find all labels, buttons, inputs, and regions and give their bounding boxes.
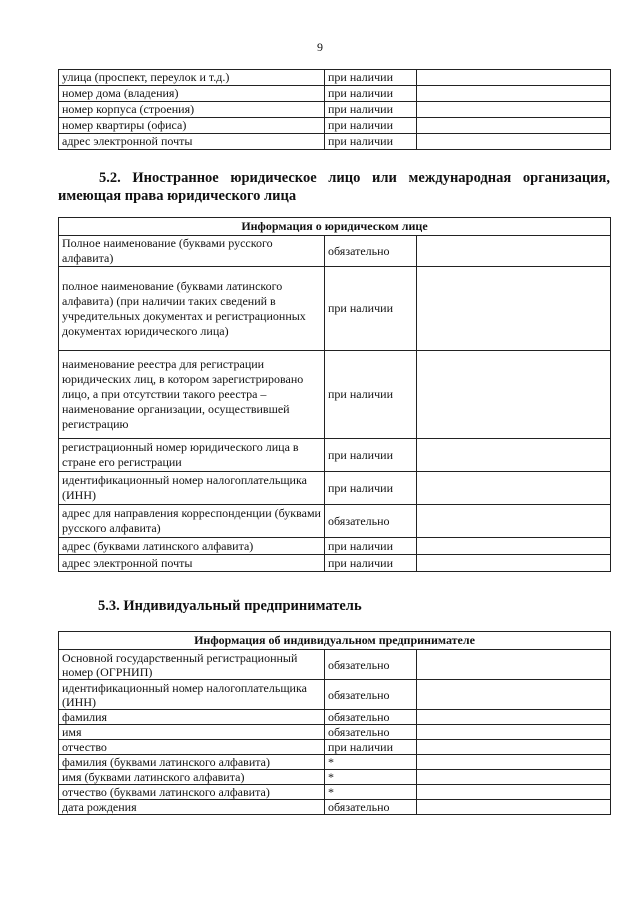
table-row: [59, 351, 611, 439]
value-cell[interactable]: [417, 650, 611, 680]
table-header: Информация о юридическом лице: [59, 218, 611, 236]
requirement-cell: обязательно: [325, 710, 417, 725]
table-row: [59, 439, 611, 472]
field-label: номер корпуса (строения): [59, 102, 325, 118]
requirement-cell: при наличии: [325, 740, 417, 755]
requirement-cell: при наличии: [325, 472, 417, 505]
value-cell[interactable]: [417, 538, 611, 555]
requirement-cell: обязательно: [325, 650, 417, 680]
value-cell[interactable]: [417, 725, 611, 740]
requirement-cell: обязательно: [325, 236, 417, 267]
field-label: улица (проспект, переулок и т.д.): [59, 70, 325, 86]
requirement-cell: при наличии: [325, 538, 417, 555]
table-row: [59, 800, 611, 815]
requirement-cell: при наличии: [325, 118, 417, 134]
table-row: [59, 785, 611, 800]
requirement-cell: при наличии: [325, 86, 417, 102]
table-row: [59, 740, 611, 755]
table-row: [59, 236, 611, 267]
value-cell[interactable]: [417, 267, 611, 351]
value-cell[interactable]: [417, 785, 611, 800]
field-label: имя (буквами латинского алфавита): [59, 770, 325, 785]
table-row: [59, 102, 611, 118]
requirement-cell: обязательно: [325, 505, 417, 538]
requirement-cell: *: [325, 785, 417, 800]
section-heading-5-2: 5.2. Иностранное юридическое лицо или международная организация, имеющая права юридического лица: [58, 170, 610, 204]
legal-entity-table: [58, 217, 611, 572]
table-row: [59, 267, 611, 351]
table-row: [59, 755, 611, 770]
field-label: номер квартиры (офиса): [59, 118, 325, 134]
field-label: регистрационный номер юридического лица в стране его регистрации: [59, 439, 325, 472]
value-cell[interactable]: [417, 800, 611, 815]
requirement-cell: при наличии: [325, 555, 417, 572]
table-header-row: [59, 218, 611, 236]
field-label: отчество: [59, 740, 325, 755]
value-cell[interactable]: [417, 439, 611, 472]
field-label: полное наименование (буквами латинского алфавита) (при наличии таких сведений в учредительных документах и регистрационных документах юридического лица): [59, 267, 325, 351]
table-row: [59, 118, 611, 134]
value-cell[interactable]: [417, 351, 611, 439]
requirement-cell: при наличии: [325, 439, 417, 472]
table-row: [59, 70, 611, 86]
value-cell[interactable]: [417, 134, 611, 150]
field-label: адрес для направления корреспонденции (буквами русского алфавита): [59, 505, 325, 538]
field-label: фамилия: [59, 710, 325, 725]
value-cell[interactable]: [417, 755, 611, 770]
requirement-cell: при наличии: [325, 267, 417, 351]
value-cell[interactable]: [417, 555, 611, 572]
field-label: имя: [59, 725, 325, 740]
address-table: [58, 69, 611, 150]
table-row: [59, 505, 611, 538]
table-row: [59, 770, 611, 785]
field-label: Полное наименование (буквами русского алфавита): [59, 236, 325, 267]
table-row: [59, 680, 611, 710]
value-cell[interactable]: [417, 118, 611, 134]
table-row: [59, 555, 611, 572]
field-label: отчество (буквами латинского алфавита): [59, 785, 325, 800]
page-number: 9: [317, 40, 323, 54]
field-label: идентификационный номер налогоплательщика (ИНН): [59, 472, 325, 505]
field-label: идентификационный номер налогоплательщика (ИНН): [59, 680, 325, 710]
value-cell[interactable]: [417, 505, 611, 538]
requirement-cell: при наличии: [325, 134, 417, 150]
table-row: [59, 86, 611, 102]
value-cell[interactable]: [417, 86, 611, 102]
value-cell[interactable]: [417, 102, 611, 118]
value-cell[interactable]: [417, 70, 611, 86]
field-label: наименование реестра для регистрации юридических лиц, в котором зарегистрировано лицо, а при отсутствии такого реестра – наименование организации, осуществившей регистрацию: [59, 351, 325, 439]
table-header: Информация об индивидуальном предпринимателе: [59, 632, 611, 650]
table-row: [59, 710, 611, 725]
requirement-cell: при наличии: [325, 351, 417, 439]
field-label: адрес (буквами латинского алфавита): [59, 538, 325, 555]
entrepreneur-table: [58, 631, 611, 815]
field-label: адрес электронной почты: [59, 134, 325, 150]
table-header-row: [59, 632, 611, 650]
field-label: адрес электронной почты: [59, 555, 325, 572]
requirement-cell: *: [325, 755, 417, 770]
value-cell[interactable]: [417, 740, 611, 755]
value-cell[interactable]: [417, 710, 611, 725]
value-cell[interactable]: [417, 472, 611, 505]
requirement-cell: при наличии: [325, 102, 417, 118]
value-cell[interactable]: [417, 770, 611, 785]
table-row: [59, 472, 611, 505]
field-label: дата рождения: [59, 800, 325, 815]
value-cell[interactable]: [417, 236, 611, 267]
requirement-cell: *: [325, 770, 417, 785]
table-row: [59, 725, 611, 740]
requirement-cell: обязательно: [325, 800, 417, 815]
section-heading-5-3: 5.3. Индивидуальный предприниматель: [98, 598, 362, 614]
table-row: [59, 650, 611, 680]
field-label: номер дома (владения): [59, 86, 325, 102]
table-row: [59, 134, 611, 150]
table-row: [59, 538, 611, 555]
value-cell[interactable]: [417, 680, 611, 710]
requirement-cell: обязательно: [325, 680, 417, 710]
requirement-cell: при наличии: [325, 70, 417, 86]
field-label: Основной государственный регистрационный номер (ОГРНИП): [59, 650, 325, 680]
requirement-cell: обязательно: [325, 725, 417, 740]
field-label: фамилия (буквами латинского алфавита): [59, 755, 325, 770]
